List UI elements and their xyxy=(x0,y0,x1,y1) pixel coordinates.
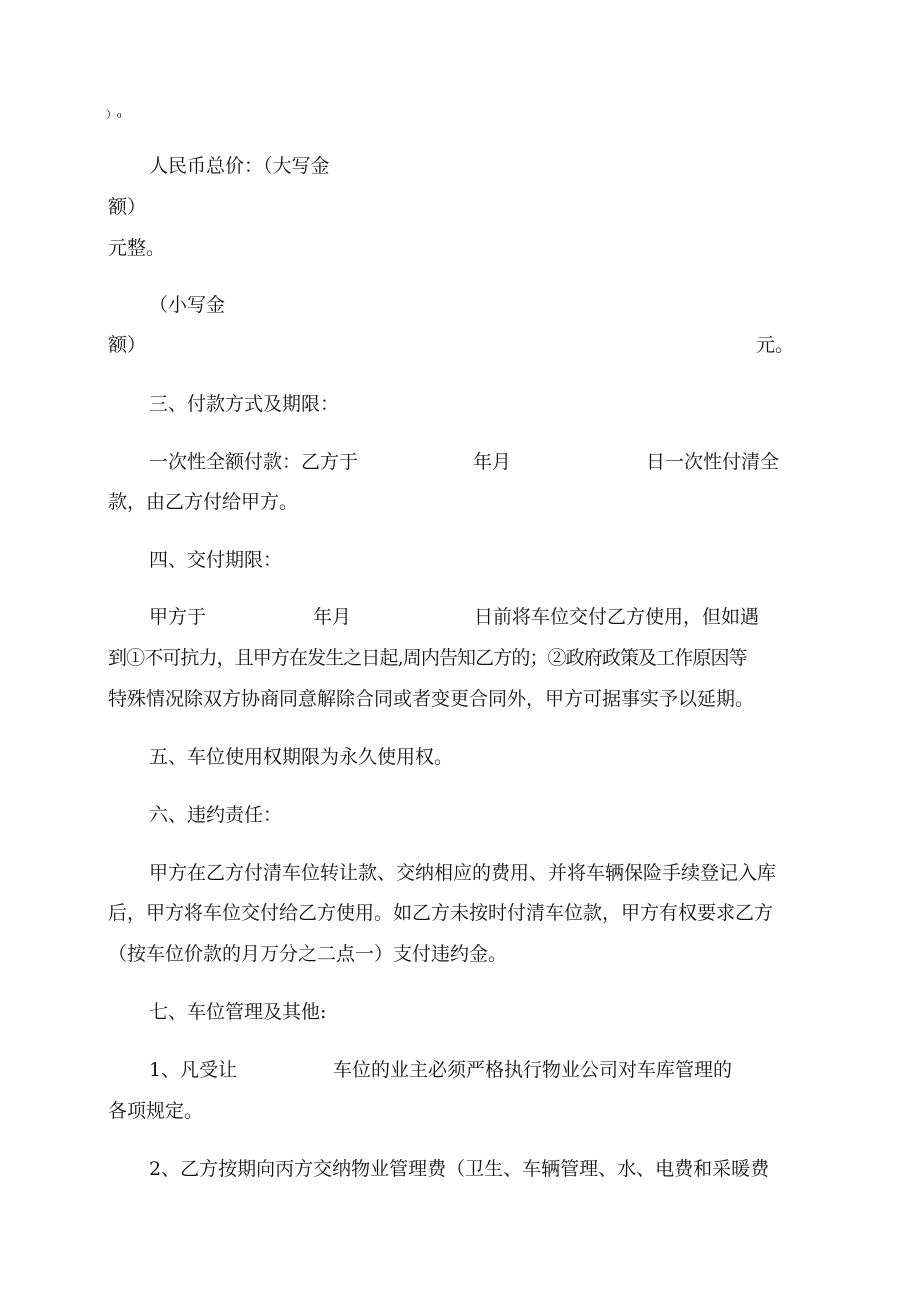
small-amount-line: 额） xyxy=(108,334,147,356)
section-7-item-1c: 各项规定。 xyxy=(108,1100,204,1122)
section-3-line-2: 款，由乙方付给甲方。 xyxy=(108,491,299,513)
section-7-heading: 七、车位管理及其他: xyxy=(149,1001,327,1023)
section-4-line-3: 特殊情况除双方协商同意解除合同或者变更合同外，甲方可据事实予以延期。 xyxy=(108,688,755,710)
section-7-item-1b: 车位的业主必须严格执行物业公司对车库管理的 xyxy=(333,1059,733,1081)
section-3-line-1a: 一次性全额付款：乙方于 xyxy=(149,451,359,473)
section-6-line-3: （按车位价款的月万分之二点一）支付违约金。 xyxy=(108,943,508,965)
small-amount-label: （小写金 xyxy=(149,294,226,316)
section-6-line-2: 后，甲方将车位交付给乙方使用。如乙方未按时付清车位款，甲方有权要求乙方 xyxy=(108,902,774,924)
total-price-label: 人民币总价：（大写金 xyxy=(149,155,330,177)
section-4-heading: 四、交付期限： xyxy=(149,549,283,571)
section-4-line-1a: 甲方于 xyxy=(149,606,207,628)
section-4-line-2: 到①不可抗力，且甲方在发生之日起,周内告知乙方的；②政府政策及工作原因等 xyxy=(108,647,747,669)
section-4-line-1c: 日前将车位交付乙方使用，但如遇 xyxy=(474,606,760,628)
total-amount-label: 额） xyxy=(108,196,147,218)
section-3-line-1b: 年月 xyxy=(473,451,512,473)
section-4-line-1b: 年月 xyxy=(313,606,352,628)
section-3-line-1c: 日一次性付清全 xyxy=(646,451,780,473)
total-price-suffix: 元整。 xyxy=(108,237,166,259)
section-6-line-1: 甲方在乙方付清车位转让款、交纳相应的费用、并将车辆保险手续登记入库 xyxy=(149,862,777,884)
section-7-item-1a: 1、凡受让 xyxy=(149,1059,238,1081)
section-7-item-2: 2、乙方按期向丙方交纳物业管理费（卫生、车辆管理、水、电费和采暖费 xyxy=(149,1158,770,1180)
section-5-text: 五、车位使用权期限为永久使用权。 xyxy=(149,746,454,768)
top-fragment: ）₀ xyxy=(106,108,122,121)
section-3-heading: 三、付款方式及期限： xyxy=(149,393,340,415)
section-6-heading: 六、违约责任： xyxy=(149,804,283,826)
small-amount-suffix: 元。 xyxy=(756,334,795,356)
